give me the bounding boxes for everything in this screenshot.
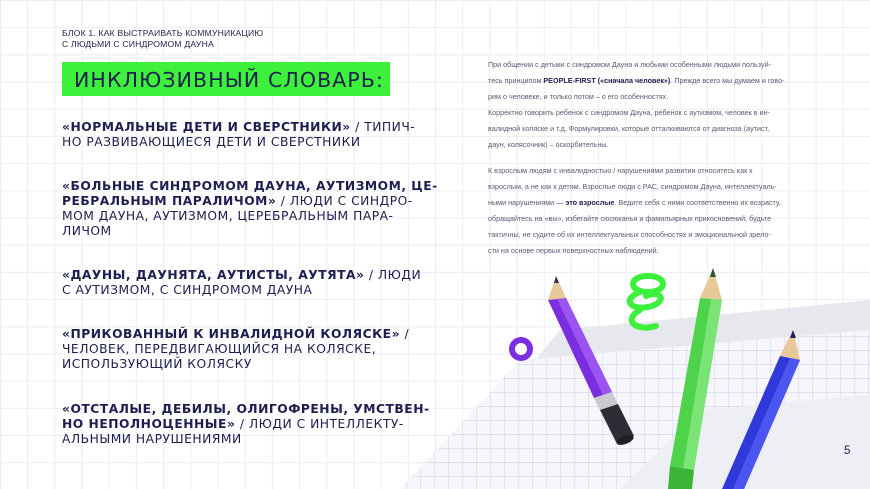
term-line [62,268,422,283]
term-outdated: «НОРМАЛЬНЫЕ ДЕТИ И СВЕРСТНИКИ» [62,120,351,134]
term-correct: АЛЬНЫМИ НАРУШЕНИЯМИ [62,432,242,446]
term-correct: ЛИЧОМ [62,224,112,238]
prose-line: сти на основе первых поверхностных наблюдений. [488,246,659,255]
guidance-text [488,57,823,259]
term-correct: МОМ ДАУНА, АУТИЗМОМ, ЦЕРЕБРАЛЬНЫМ ПАРА- [62,209,394,223]
term-line [62,194,413,209]
term-entry [62,327,410,372]
prose-line: Корректно говорить ребенок с синдромом Дауна, ребенок с аутизмом, человек в ин- [488,108,771,117]
prose-line: К взрослым людям с инвалидностью / нарушениями развития относитесь как к [488,166,753,175]
term-correct: / ЛЮДИ [364,268,422,282]
prose-line: тактичны, не судите об их интеллектуальных способностях и эмоциональной зрело- [488,230,771,239]
prose-line: даун, колясочник) – оскорбительны. [488,140,609,149]
prose-fragment: . Ведите себя с ними соответственно их возрасту, [614,198,781,207]
term-entry [62,179,438,239]
term-line [62,327,410,342]
term-outdated: «ПРИКОВАННЫЙ К ИНВАЛИДНОЙ КОЛЯСКЕ» [62,327,401,341]
term-outdated: «БОЛЬНЫЕ СИНДРОМОМ ДАУНА, АУТИЗМОМ, ЦЕ- [62,179,438,193]
term-correct: ИСПОЛЬЗУЮЩИЙ КОЛЯСКУ [62,357,252,371]
prose-line [488,73,823,89]
term-outdated: РЕБРАЛЬНЫМ ПАРАЛИЧОМ» [62,194,277,208]
prose-line: валидной коляске и т.д. Формулировки, которые отталкиваются от диагноза (аутист, [488,124,770,133]
green-squiggle-icon [630,276,663,328]
term-outdated: «ОТСТАЛЫЕ, ДЕБИЛЫ, ОЛИГОФРЕНЫ, УМСТВЕН- [62,402,430,416]
prose-emphasis: PEOPLE-FIRST («сначала человек») [543,76,671,85]
term-correct: ЧЕЛОВЕК, ПЕРЕДВИГАЮЩИЙСЯ НА КОЛЯСКЕ, [62,342,377,356]
page-number: 5 [844,445,851,457]
term-correct: С АУТИЗМОМ, С СИНДРОМОМ ДАУНА [62,283,313,297]
prose-fragment: ными нарушениями — [488,198,566,207]
prose-line [488,195,823,211]
prose-line: При общении с детьми с синдромом Дауна и любыми особенными людьми пользуй- [488,60,772,69]
term-correct: НО РАЗВИВАЮЩИЕСЯ ДЕТИ И СВЕРСТНИКИ [62,135,361,149]
purple-ring-icon [512,340,530,358]
term-correct: / ТИПИЧ- [350,120,416,134]
prose-line: взрослым, а не как к детям. Взрослые люди с РАС, синдромом Дауна, интеллектуаль- [488,182,777,191]
section-header-line-2: С ЛЮДЬМИ С СИНДРОМОМ ДАУНА [62,39,214,49]
prose-line: обращайтесь на «вы», избегайте сюсюканья и фамильярных прикосновений, будьте [488,214,772,223]
term-line [62,120,416,135]
prose-fragment: . Прежде всего мы думаем и гово- [670,76,785,85]
term-line [62,417,402,432]
section-header [62,28,263,50]
page-title: ИНКЛЮЗИВНЫЙ СЛОВАРЬ: [74,68,385,92]
term-outdated: НО НЕПОЛНОЦЕННЫЕ» [62,417,236,431]
term-entry [62,402,430,447]
term-entry [62,268,422,298]
prose-fragment: тесь принципом [488,76,544,85]
term-correct: / ЛЮДИ С СИНДРО- [276,194,413,208]
term-entry [62,120,416,150]
paragraph-gap [488,153,823,163]
term-correct: / [400,327,410,341]
term-outdated: «ДАУНЫ, ДАУНЯТА, АУТИСТЫ, АУТЯТА» [62,268,365,282]
prose-emphasis: это взрослые [565,198,615,207]
prose-line: рим о человеке, и только потом – о его особенностях. [488,92,669,101]
term-correct: / ЛЮДИ С ИНТЕЛЛЕКТУ- [235,417,404,431]
section-header-line-1: БЛОК 1. КАК ВЫСТРАИВАТЬ КОММУНИКАЦИЮ [62,28,264,38]
term-line [62,135,402,150]
